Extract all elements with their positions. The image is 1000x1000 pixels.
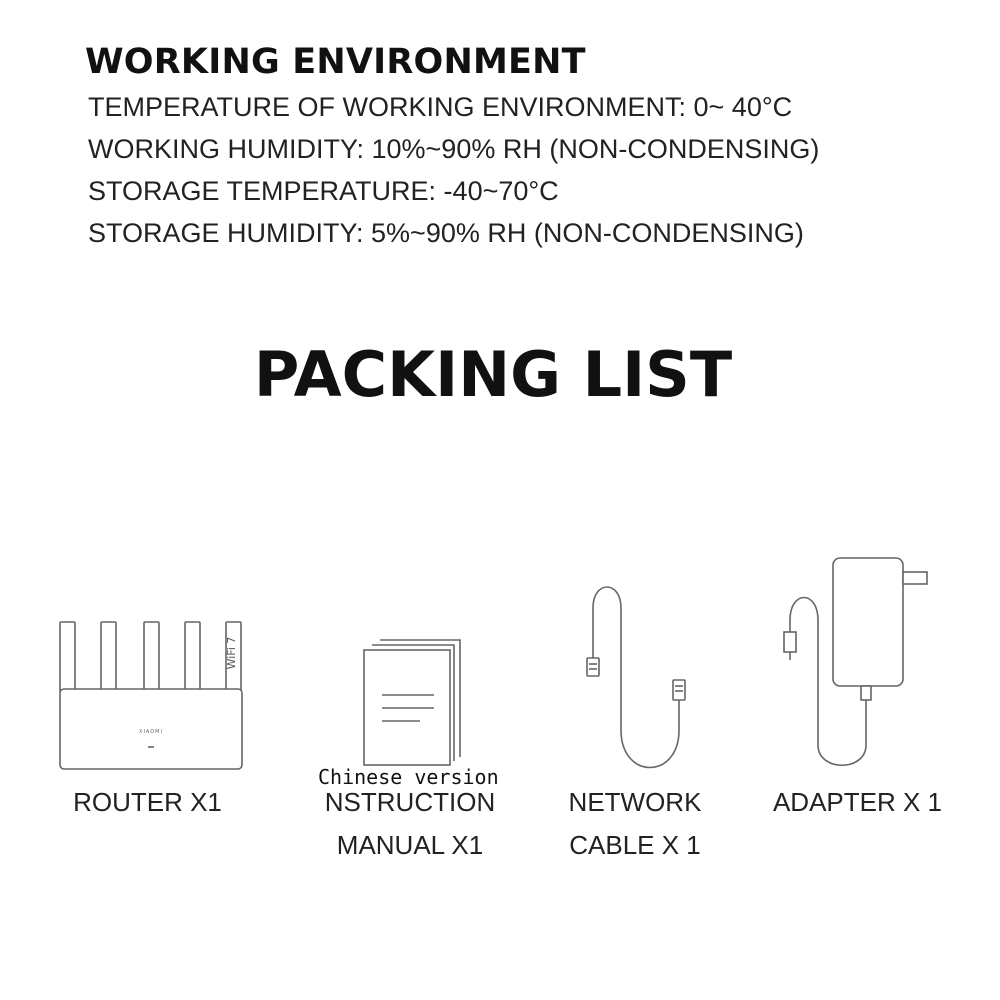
manual-note: Chinese version (318, 765, 499, 789)
manual-label-line1: NSTRUCTION (324, 787, 496, 817)
manual-label (310, 781, 510, 867)
router-brand: XIAOMI (139, 729, 163, 735)
network-cable-label-line1: NETWORK (568, 787, 702, 817)
working-environment-list (88, 86, 819, 254)
power-adapter-icon (775, 550, 935, 775)
router-label-line1: ROUTER X1 (73, 787, 222, 817)
working-temperature-line: TEMPERATURE OF WORKING ENVIRONMENT: 0~ 40°C (88, 92, 793, 122)
router-badge: WiFi 7 (225, 636, 238, 670)
adapter-label (760, 781, 955, 824)
manual-icon (358, 635, 468, 770)
adapter-label-line1: ADAPTER X 1 (772, 787, 943, 817)
router-label (55, 781, 240, 824)
working-environment-title: WORKING ENVIRONMENT (85, 42, 586, 82)
network-cable-icon (575, 580, 695, 780)
router-icon (55, 615, 250, 775)
storage-temperature-line: STORAGE TEMPERATURE: -40~70°C (88, 176, 559, 206)
working-humidity-line: WORKING HUMIDITY: 10%~90% RH (NON-CONDENSING) (88, 134, 820, 164)
network-cable-label-line2: CABLE X 1 (569, 830, 701, 860)
storage-humidity-line: STORAGE HUMIDITY: 5%~90% RH (NON-CONDENSING) (88, 218, 804, 248)
packing-list-title: PACKING LIST (253, 338, 733, 411)
manual-label-line2: MANUAL X1 (336, 830, 484, 860)
network-cable-label (540, 781, 730, 867)
